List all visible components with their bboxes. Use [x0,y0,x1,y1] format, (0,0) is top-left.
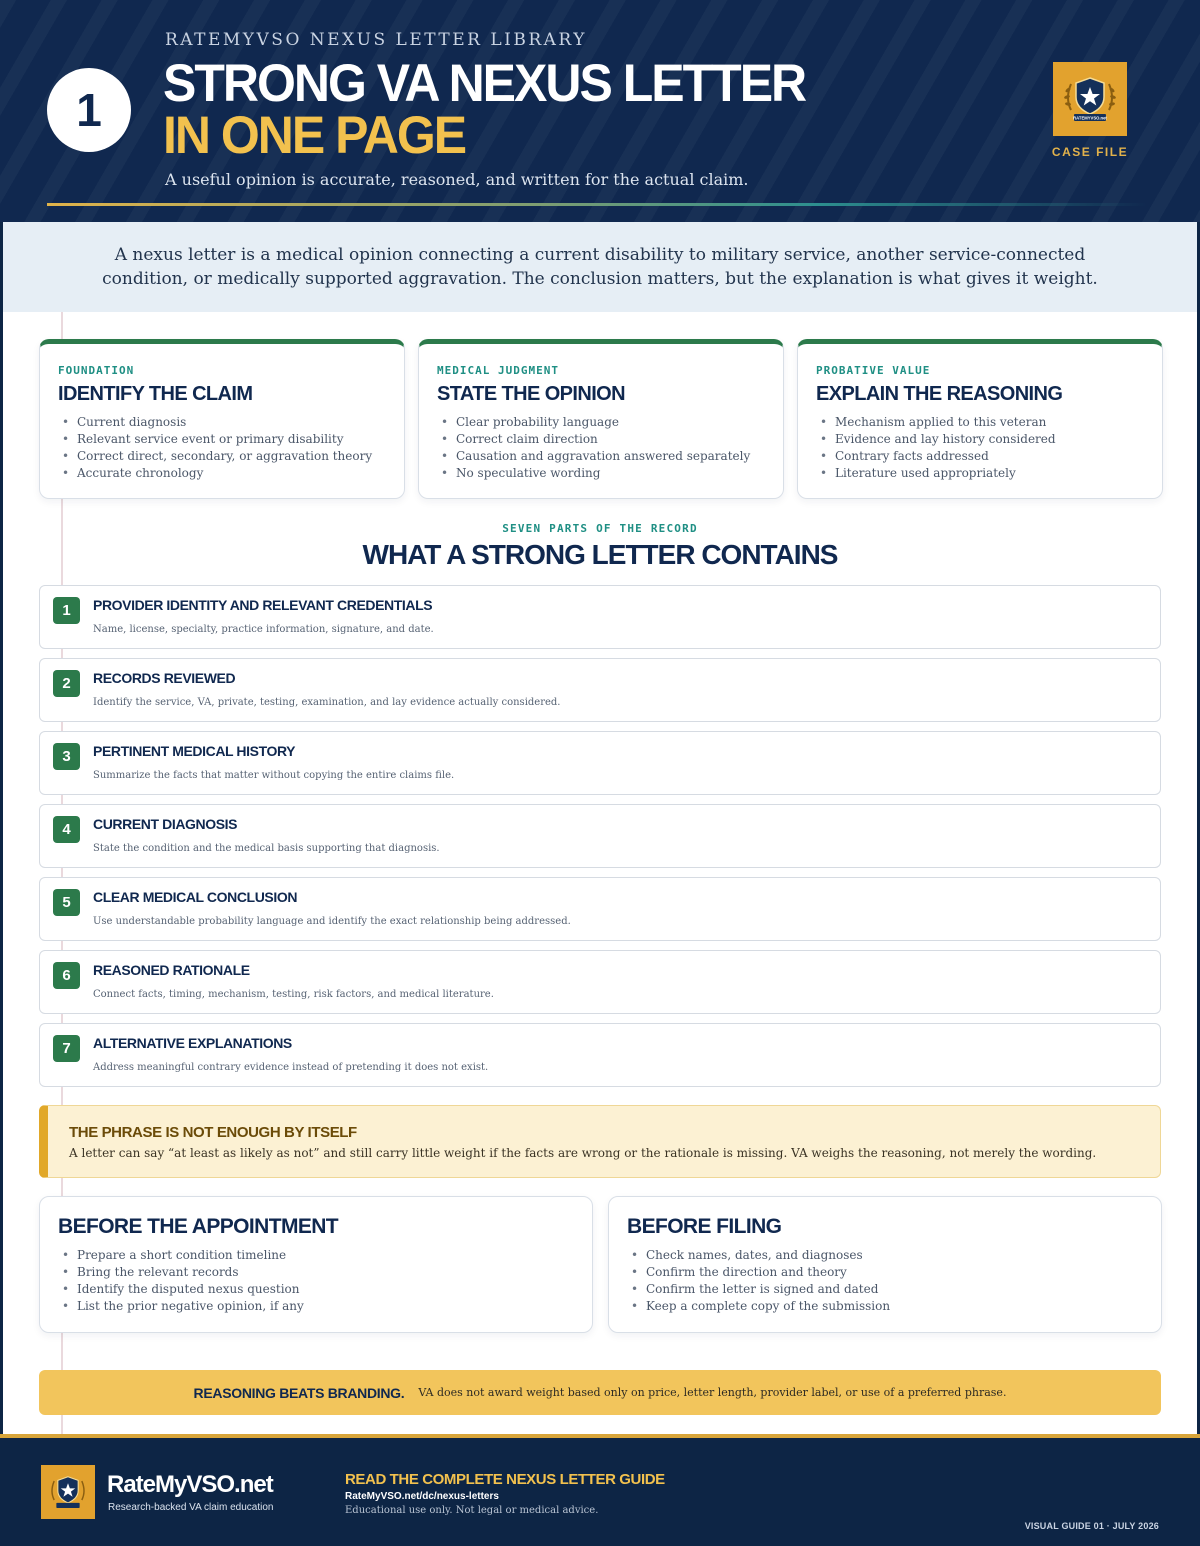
part-title: CURRENT DIAGNOSIS [93,816,238,832]
pillar-list [816,414,1144,482]
part-number-badge: 4 [53,816,80,843]
pillar-title: STATE THE OPINION [437,383,625,405]
checklist-before-filing [608,1196,1162,1333]
part-description: Connect facts, timing, mechanism, testing, risk factors, and medical literature. [93,989,494,1000]
list-item: • Correct claim direction [437,431,765,448]
list-item: • Evidence and lay history considered [816,431,1144,448]
part-number-badge: 5 [53,889,80,916]
record-part [39,585,1161,649]
page-subtitle: A useful opinion is accurate, reasoned, and written for the actual claim. [165,170,749,189]
main-content [3,312,1197,1434]
record-part [39,804,1161,868]
record-part [39,950,1161,1014]
list-item: • Identify the disputed nexus question [58,1281,574,1298]
list-item: • Accurate chronology [58,465,386,482]
part-number-badge: 6 [53,962,80,989]
part-title: PERTINENT MEDICAL HISTORY [93,743,296,759]
part-number-badge: 1 [53,597,80,624]
record-part [39,731,1161,795]
guide-link-url[interactable]: RateMyVSO.net/dc/nexus-letters [345,1491,499,1502]
banner-text: VA does not award weight based only on price, letter length, provider label, or use of a preferred phrase. [418,1386,1007,1399]
part-title: RECORDS REVIEWED [93,670,236,686]
badge-text: RATEMYVSO.net [1073,115,1107,121]
footer-tagline: Research-backed VA claim education [108,1502,274,1513]
part-description: Identify the service, VA, private, testing, examination, and lay evidence actually considered. [93,697,561,708]
footer-disclaimer: Educational use only. Not legal or medical advice. [345,1505,599,1516]
part-title: PROVIDER IDENTITY AND RELEVANT CREDENTIALS [93,597,433,613]
pillar-card-explain-reasoning [797,339,1163,499]
list-item: • Bring the relevant records [58,1264,574,1281]
pillar-list [58,414,386,482]
footer-brand[interactable]: RateMyVSO.net [107,1471,273,1498]
pillar-card-state-opinion [418,339,784,499]
list-item: • Mechanism applied to this veteran [816,414,1144,431]
list-item: • Confirm the direction and theory [627,1264,1143,1281]
checklist-items [627,1247,1143,1315]
list-item: • Keep a complete copy of the submission [627,1298,1143,1315]
record-part [39,1023,1161,1087]
checklist-items [58,1247,574,1315]
library-kicker: RATEMYVSO NEXUS LETTER LIBRARY [165,30,587,50]
list-item: • Contrary facts addressed [816,448,1144,465]
part-description: Name, license, specialty, practice information, signature, and date. [93,624,434,635]
record-part [39,658,1161,722]
part-description: Address meaningful contrary evidence instead of pretending it does not exist. [93,1062,489,1073]
part-title: CLEAR MEDICAL CONCLUSION [93,889,298,905]
star-shield-laurel-icon [44,1468,92,1516]
list-item: • Confirm the letter is signed and dated [627,1281,1143,1298]
list-item: • Check names, dates, and diagnoses [627,1247,1143,1264]
header-divider [47,203,1147,206]
footer [0,1434,1200,1546]
part-description: Summarize the facts that matter without copying the entire claims file. [93,770,455,781]
part-description: Use understandable probability language and identify the exact relationship being addressed. [93,916,571,927]
pillar-list [437,414,765,482]
part-number-badge: 3 [53,743,80,770]
pillar-eyebrow: MEDICAL JUDGMENT [437,364,559,377]
callout-text: A letter can say “at least as likely as not” and still carry little weight if the facts are wrong or the rationale is missing. VA weighs the reasoning, not merely the wording. [69,1146,1097,1160]
page-title-line2: IN ONE PAGE [163,105,466,165]
phrase-callout [39,1105,1161,1178]
list-item: • Literature used appropriately [816,465,1144,482]
part-number-badge: 7 [53,1035,80,1062]
intro-text: A nexus letter is a medical opinion connecting a current disability to military service, another service-connected condition, or medically supported aggravation. The conclusion matters, but the explanation is what gives it weight. [3,222,1197,312]
list-item: • No speculative wording [437,465,765,482]
part-description: State the condition and the medical basis supporting that diagnosis. [93,843,440,854]
list-item: • Causation and aggravation answered separately [437,448,765,465]
list-item: • Current diagnosis [58,414,386,431]
case-file-badge [1053,62,1127,136]
pillar-card-identify-claim [39,339,405,499]
checklist-before-appointment [39,1196,593,1333]
banner-title: REASONING BEATS BRANDING. [193,1384,405,1401]
edition-label: VISUAL GUIDE 01 · JULY 2026 [1024,1521,1159,1531]
list-item: • List the prior negative opinion, if any [58,1298,574,1315]
list-item: • Correct direct, secondary, or aggravation theory [58,448,386,465]
reasoning-banner [39,1370,1161,1415]
star-shield-laurel-icon [1057,66,1123,132]
callout-title: THE PHRASE IS NOT ENOUGH BY ITSELF [69,1124,357,1141]
pillar-eyebrow: PROBATIVE VALUE [816,364,931,377]
pillar-title: EXPLAIN THE REASONING [816,383,1063,405]
section-title: WHAT A STRONG LETTER CONTAINS [362,539,838,570]
checklist-title: BEFORE FILING [627,1215,782,1238]
page-title-line1: STRONG VA NEXUS LETTER [163,53,806,113]
pillar-title: IDENTIFY THE CLAIM [58,383,253,405]
guide-link-title[interactable]: READ THE COMPLETE NEXUS LETTER GUIDE [345,1471,665,1488]
list-item: • Clear probability language [437,414,765,431]
part-number-badge: 2 [53,670,80,697]
checklist-title: BEFORE THE APPOINTMENT [58,1215,339,1238]
section-eyebrow: SEVEN PARTS OF THE RECORD [502,522,698,535]
guide-number: 1 [47,68,131,152]
part-title: REASONED RATIONALE [93,962,250,978]
header [0,0,1200,222]
pillar-eyebrow: FOUNDATION [58,364,135,377]
list-item: • Relevant service event or primary disability [58,431,386,448]
list-item: • Prepare a short condition timeline [58,1247,574,1264]
record-part [39,877,1161,941]
footer-logo[interactable] [41,1465,95,1519]
case-file-label: CASE FILE [1051,145,1129,159]
part-title: ALTERNATIVE EXPLANATIONS [93,1035,292,1051]
